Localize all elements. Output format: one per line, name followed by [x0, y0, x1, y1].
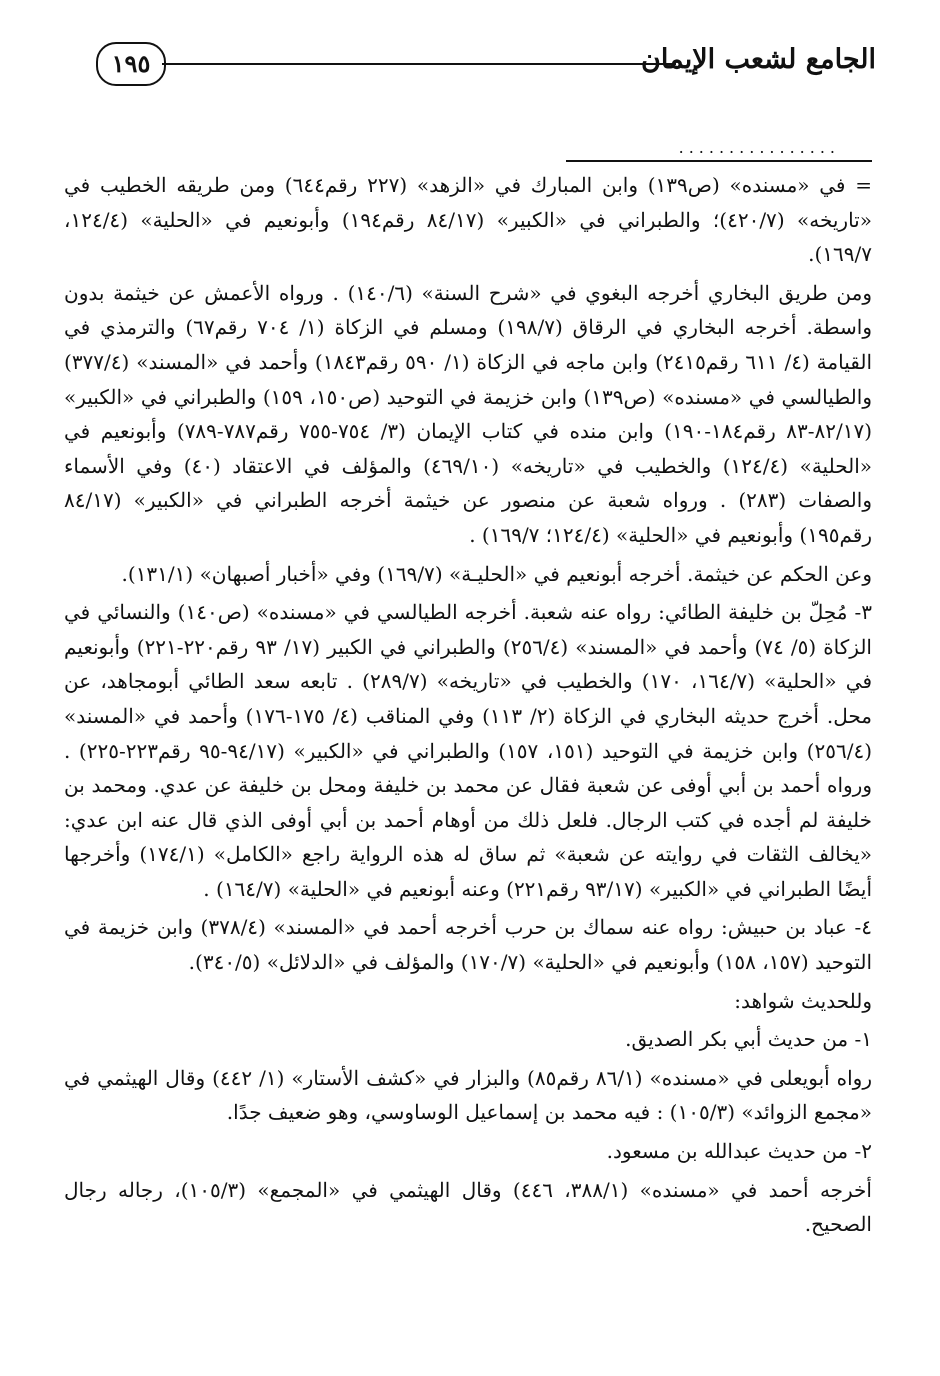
separator-dots: ................ [678, 138, 840, 157]
paragraph: ومن طريق البخاري أخرجه البغوي في «شرح السنة» (١٤٠/٦) . ورواه الأعمش عن خيثمة بدون واسطة. أخرجه البخاري في الرقاق (١٩٨/٧) ومسلم في الزكاة (١/ ٧٠٤ رقم٦٧) والترمذي في القيامة (٤/ ٦١١ رقم٢٤١٥) وابن ماجه في الزكاة (١/ ٥٩٠ رقم١٨٤٣) وأحمد في «المسند» (٣٧٧/٤) والطيالسي في «مسنده» (ص١٣٩) وابن خزيمة في التوحيد (ص١٥٠، ١٥٩) والطبراني في «الكبير» (٨٢/١٧-٨٣ رقم١٨٤-١٩٠) وابن منده في كتاب الإيمان (٣/ ٧٥٤-٧٥٥ رقم٧٨٧-٧٨٩) وأبونعيم في «الحلية» (١٢٤/٤) والخطيب في «تاريخه» (٤٦٩/١٠) والمؤلف في الاعتقاد (٤٠) وفي الأسماء والصفات (٢٨٣) . ورواه شعبة عن منصور عن خيثمة أخرجه الطبراني في «الكبير» (٨٤/١٧ رقم١٩٥) وأبونعيم في «الحلية» (١٢٤/٤؛ ١٦٩/٧) . [64, 280, 873, 547]
paragraph: = في «مسنده» (ص١٣٩) وابن المبارك في «الزهد» (٢٢٧ رقم٦٤٤) ومن طريقه الخطيب في «تاريخه» (٤٢٠/٧)؛ والطبراني في «الكبير» (٨٤/١٧ رقم١٩٤) وأبونعيم في «الحلية» (١٢٤/٤، ١٦٩/٧). [64, 173, 872, 267]
paragraph: ٤- عباد بن حبيش: رواه عنه سماك بن حرب أخرجه أحمد في «المسند» (٣٧٨/٤) وابن خزيمة في التوحيد (١٥٧، ١٥٨) وأبونعيم في «الحلية» (١٧٠/٧) والمؤلف في «الدلائل» (٣٤٠/٥). [64, 915, 872, 975]
paragraph: رواه أبويعلى في «مسنده» (٨٦/١ رقم٨٥) والبزار في «كشف الأستار» (١/ ٤٤٢) وقال الهيثمي في «مجمع الزوائد» (١٠٥/٣) : فيه محمد بن إسماعيل الوساوسي، وهو ضعيف جدًا. [64, 1065, 872, 1125]
separator-rule [566, 160, 872, 162]
paragraph: ٣- مُحِلّ بن خليفة الطائي: رواه عنه شعبة. أخرجه الطيالسي في «مسنده» (ص١٤٠) والنسائي في الزكاة (٥/ ٧٤) وأحمد في «المسند» (٢٥٦/٤) والطبراني في الكبير (١٧/ ٩٣ رقم٢٢٠-٢٢١) وأبونعيم في «الحلية» (١٦٤/٧، ١٧٠) والخطيب في «تاريخه» (٢٨٩/٧) . تابعه سعد الطائي أبومجاهد، عن محل. أخرج حديثه البخاري في الزكاة (٢/ ١١٣) وفي المناقب (٤/ ١٧٥-١٧٦) وأحمد في «المسند» (٢٥٦/٤) وابن خزيمة في التوحيد (١٥١، ١٥٧) والطبراني في «الكبير» (٩٤/١٧-٩٥ رقم٢٢٣-٢٢٥) . ورواه أحمد بن أبي أوفى عن شعبة فقال عن محمد بن خليفة ومحل بن خليفة عن عدي. ومحمد بن خليفة لم أجده في كتب الرجال. فلعل ذلك من أوهام أحمد بن أبي أوفى الذي قال عنه ابن عدي: «يخالف الثقات في روايته عن شعبة» ثم ساق له هذه الرواية راجع «الكامل» (١٧٤/١) وأخرجها أيضًا الطبراني في «الكبير» (٩٣/١٧ رقم٢٢١) وعنه أبونعيم في «الحلية» (١٦٤/٧) . [64, 600, 873, 901]
paragraph: وللحديث شواهد: [734, 988, 872, 1013]
page-number: ١٩٥ [96, 42, 166, 86]
paragraph: أخرجه أحمد في «مسنده» (٣٨٨/١، ٤٤٦) وقال الهيثمي في «المجمع» (١٠٥/٣)، رجاله رجال الصحيح. [64, 1177, 872, 1237]
footnote-body [64, 168, 872, 1246]
paragraph: ٢- من حديث عبدالله بن مسعود. [606, 1139, 872, 1164]
paragraph: وعن الحكم عن خيثمة. أخرجه أبونعيم في «الحليـة» (١٦٩/٧) وفي «أخبار أصبهان» (١٣١/١). [121, 561, 872, 586]
footnote-separator [566, 140, 872, 162]
header-rule [162, 63, 676, 65]
running-title: الجامع لشعب الإيمان [641, 44, 876, 75]
page-header [96, 36, 876, 92]
paragraph: ١- من حديث أبي بكر الصديق. [625, 1027, 872, 1052]
